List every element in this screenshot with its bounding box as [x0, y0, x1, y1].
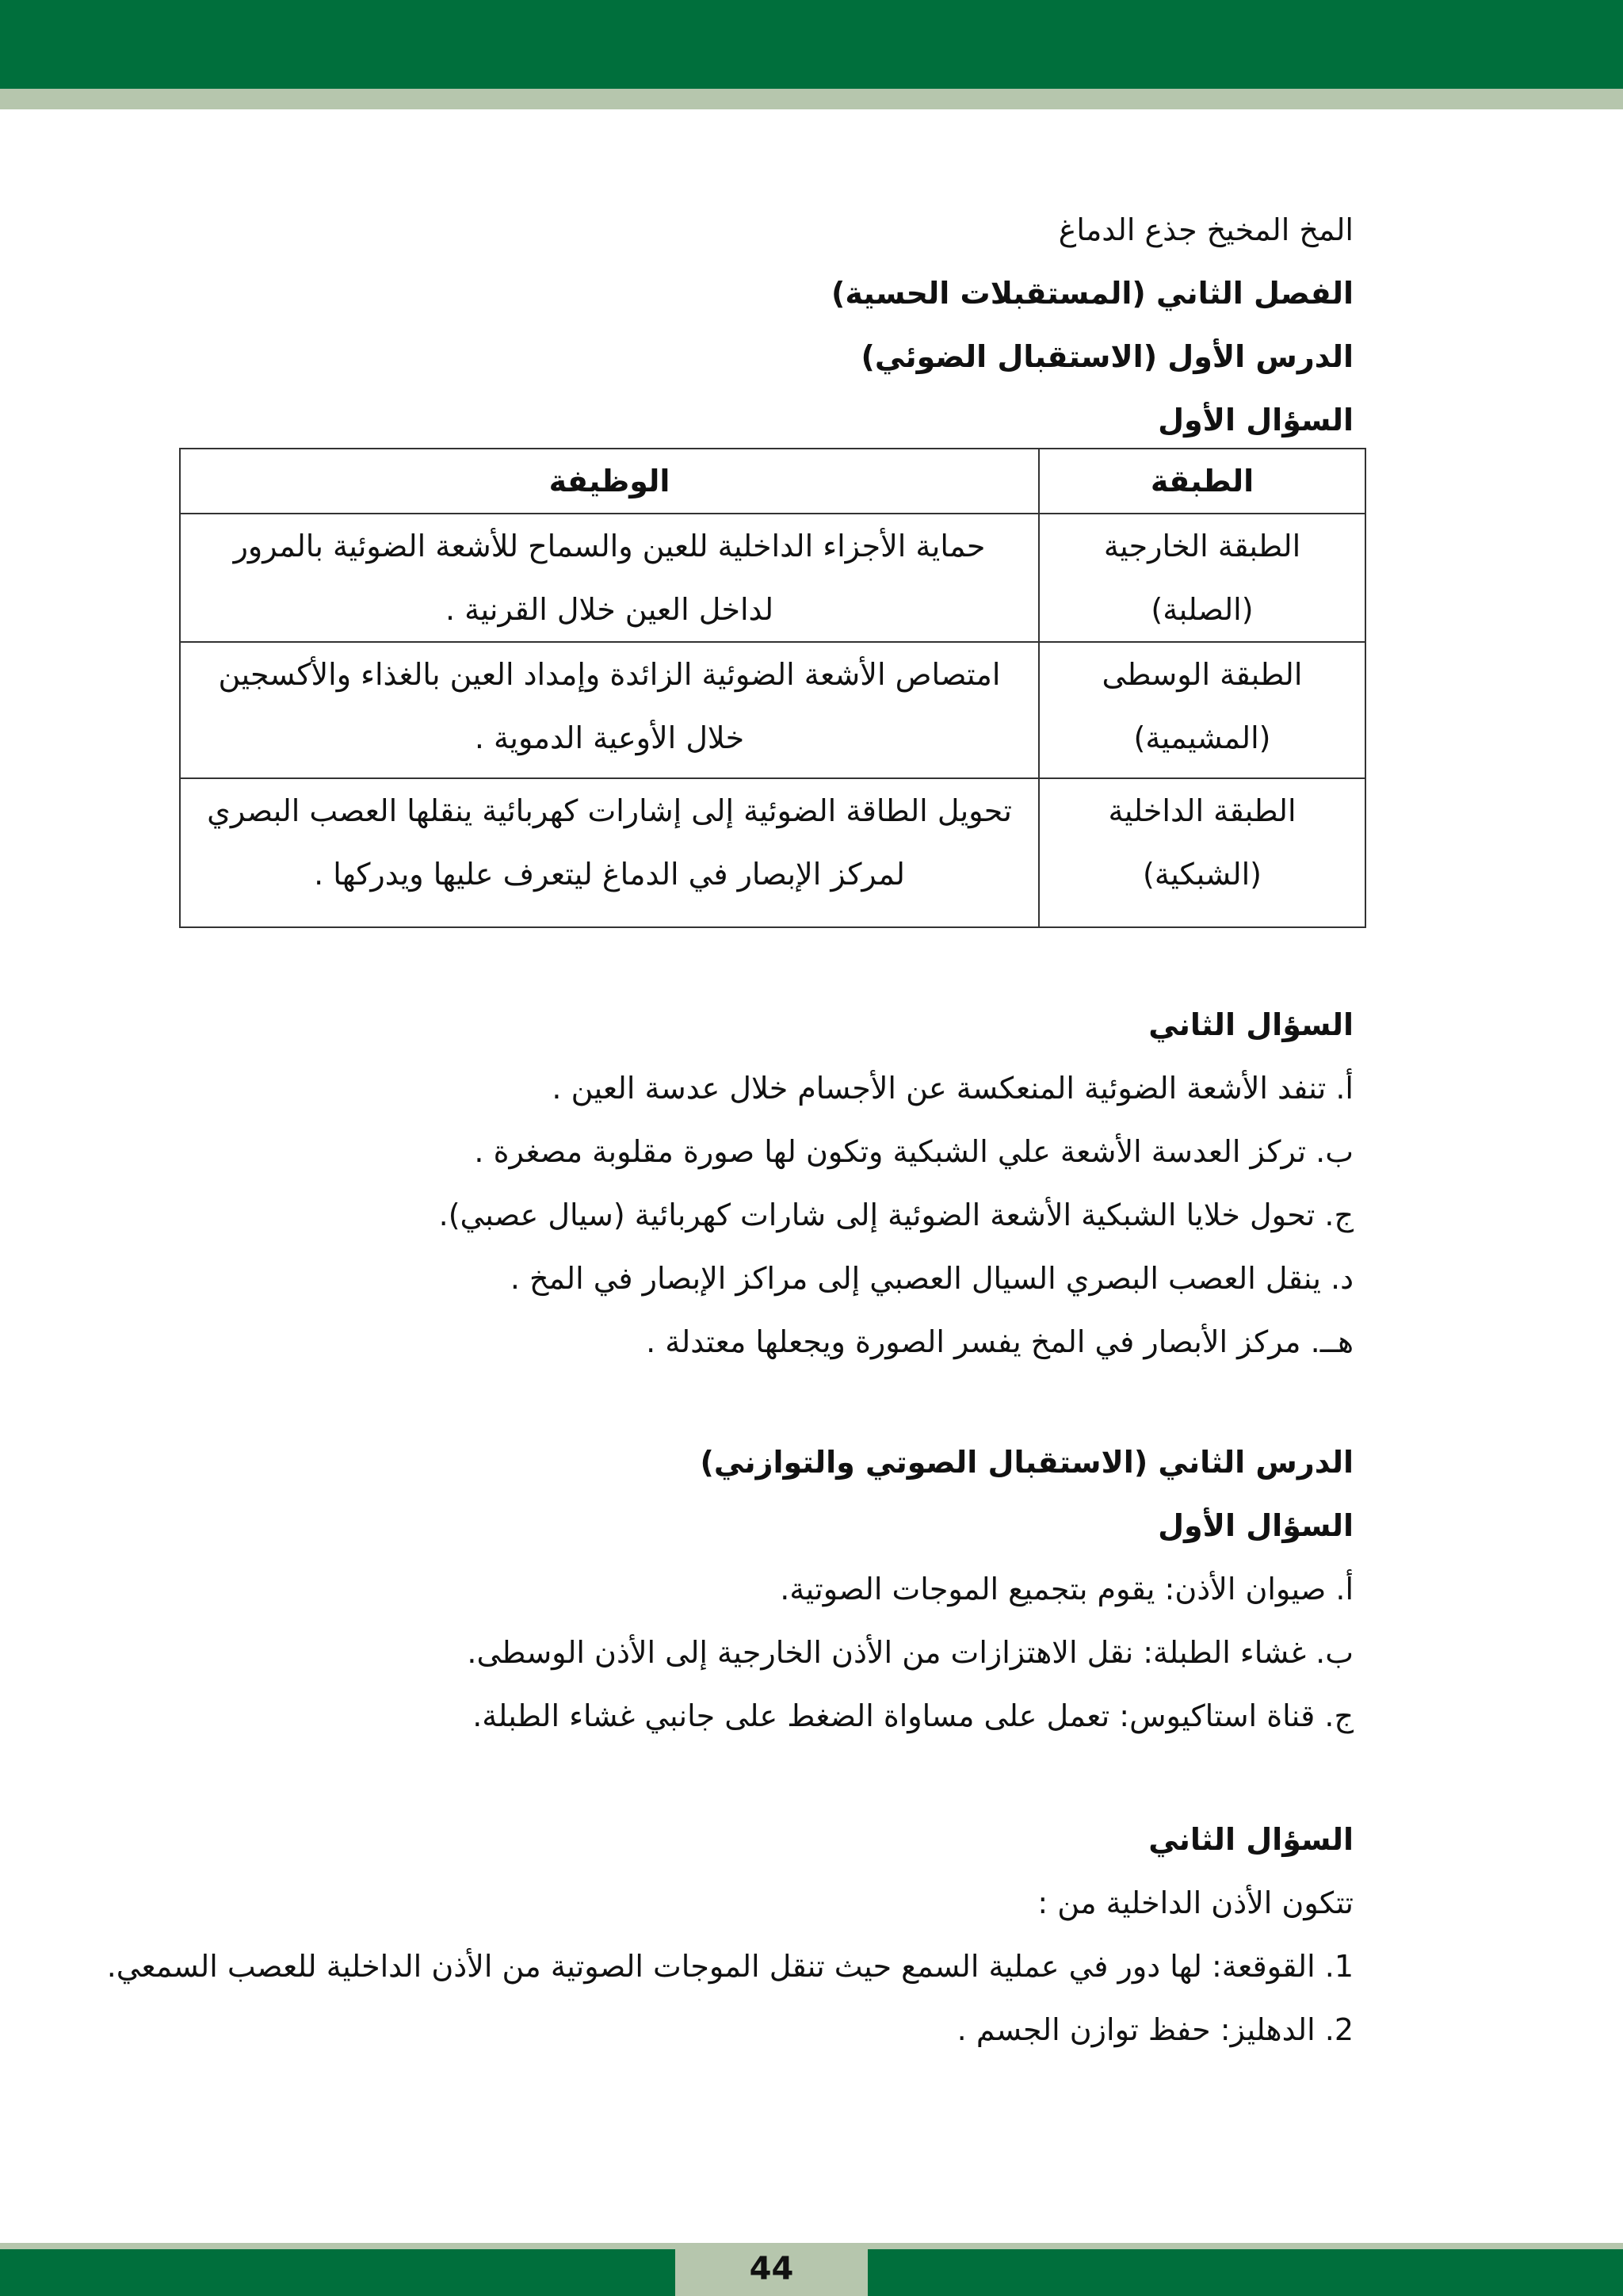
layer-cell	[1039, 642, 1365, 778]
list-item: هــ. مركز الأبصار في المخ يفسر الصورة ويجعلها معتدلة .	[646, 1324, 1354, 1359]
table-row	[180, 642, 1365, 778]
layer-name: الطبقة الوسطى	[1102, 657, 1303, 692]
footer-band-right	[868, 2243, 1623, 2296]
function-text: خلال الأوعية الدموية .	[474, 720, 745, 755]
lesson1-title: الدرس الأول (الاستقبال الضوئي)	[861, 339, 1354, 374]
upper-section	[6, 198, 1354, 452]
table-row	[180, 514, 1365, 642]
list-item: أ. صيوان الأذن: يقوم بتجميع الموجات الصوتية.	[780, 1572, 1354, 1606]
list-item: 1. القوقعة: لها دور في عملية السمع حيث تنقل الموجات الصوتية من الأذن الداخلية للعصب السمعي.	[106, 1949, 1354, 1984]
lesson1-q1-title: السؤال الأول	[1158, 403, 1354, 437]
header-stripe	[0, 89, 1623, 109]
layer-name: الطبقة الداخلية (الشبكية)	[1108, 793, 1296, 892]
brain-parts-line: المخ المخيخ جذع الدماغ	[1058, 212, 1354, 247]
lower-section	[6, 993, 1354, 2061]
header-band	[0, 0, 1623, 89]
function-text: حماية الأجزاء الداخلية للعين والسماح للأشعة الضوئية بالمرور	[233, 529, 986, 563]
function-text: امتصاص الأشعة الضوئية الزائدة وإمداد العين بالغذاء والأكسجين	[218, 657, 1001, 692]
table-row	[180, 778, 1365, 927]
list-item: أ. تنفد الأشعة الضوئية المنعكسة عن الأجسام خلال عدسة العين .	[552, 1071, 1354, 1106]
list-item: 2. الدهليز: حفظ توازن الجسم .	[957, 2012, 1354, 2047]
layer-alt-name: (المشيمية)	[1133, 720, 1271, 755]
function-cell	[180, 642, 1039, 778]
lesson2-q2-title: السؤال الثاني	[1148, 1822, 1354, 1857]
table-header-row	[180, 449, 1365, 514]
list-item: ب. غشاء الطبلة: نقل الاهتزازات من الأذن الخارجية إلى الأذن الوسطى.	[467, 1635, 1354, 1670]
layer-cell	[1039, 778, 1365, 927]
list-item: ب. تركز العدسة الأشعة علي الشبكية وتكون لها صورة مقلوبة مصغرة .	[474, 1134, 1354, 1169]
page-number: 44	[749, 2251, 794, 2287]
footer-band-left	[0, 2243, 675, 2296]
chapter-title: الفصل الثاني (المستقبلات الحسية)	[831, 276, 1354, 311]
header-layer: الطبقة	[1039, 449, 1365, 514]
eye-layers-table	[179, 448, 1366, 928]
header-function: الوظيفة	[180, 449, 1039, 514]
layer-cell	[1039, 514, 1365, 642]
lesson2-q1-title: السؤال الأول	[1158, 1508, 1354, 1543]
function-cell	[180, 778, 1039, 927]
function-text: تحويل الطاقة الضوئية إلى إشارات كهربائية ينقلها العصب البصري	[207, 793, 1012, 828]
function-text: لمركز الإبصار في الدماغ ليتعرف عليها ويدركها .	[314, 857, 905, 892]
function-cell	[180, 514, 1039, 642]
function-text: لداخل العين خلال القرنية .	[445, 592, 774, 627]
list-item: ج. قناة استاكيوس: تعمل على مساواة الضغط على جانبي غشاء الطبلة.	[472, 1698, 1354, 1733]
inner-ear-intro: تتكون الأذن الداخلية من :	[1037, 1885, 1354, 1920]
list-item: ج. تحول خلايا الشبكية الأشعة الضوئية إلى شارات كهربائية (سيال عصبي).	[438, 1198, 1354, 1232]
layer-name: الطبقة الخارجية	[1103, 529, 1301, 563]
layer-alt-name: (الصلبة)	[1151, 592, 1254, 627]
lesson1-q2-title: السؤال الثاني	[1148, 1007, 1354, 1042]
lesson2-title: الدرس الثاني (الاستقبال الصوتي والتوازني)	[700, 1445, 1354, 1480]
list-item: د. ينقل العصب البصري السيال العصبي إلى مراكز الإبصار في المخ .	[510, 1261, 1354, 1296]
